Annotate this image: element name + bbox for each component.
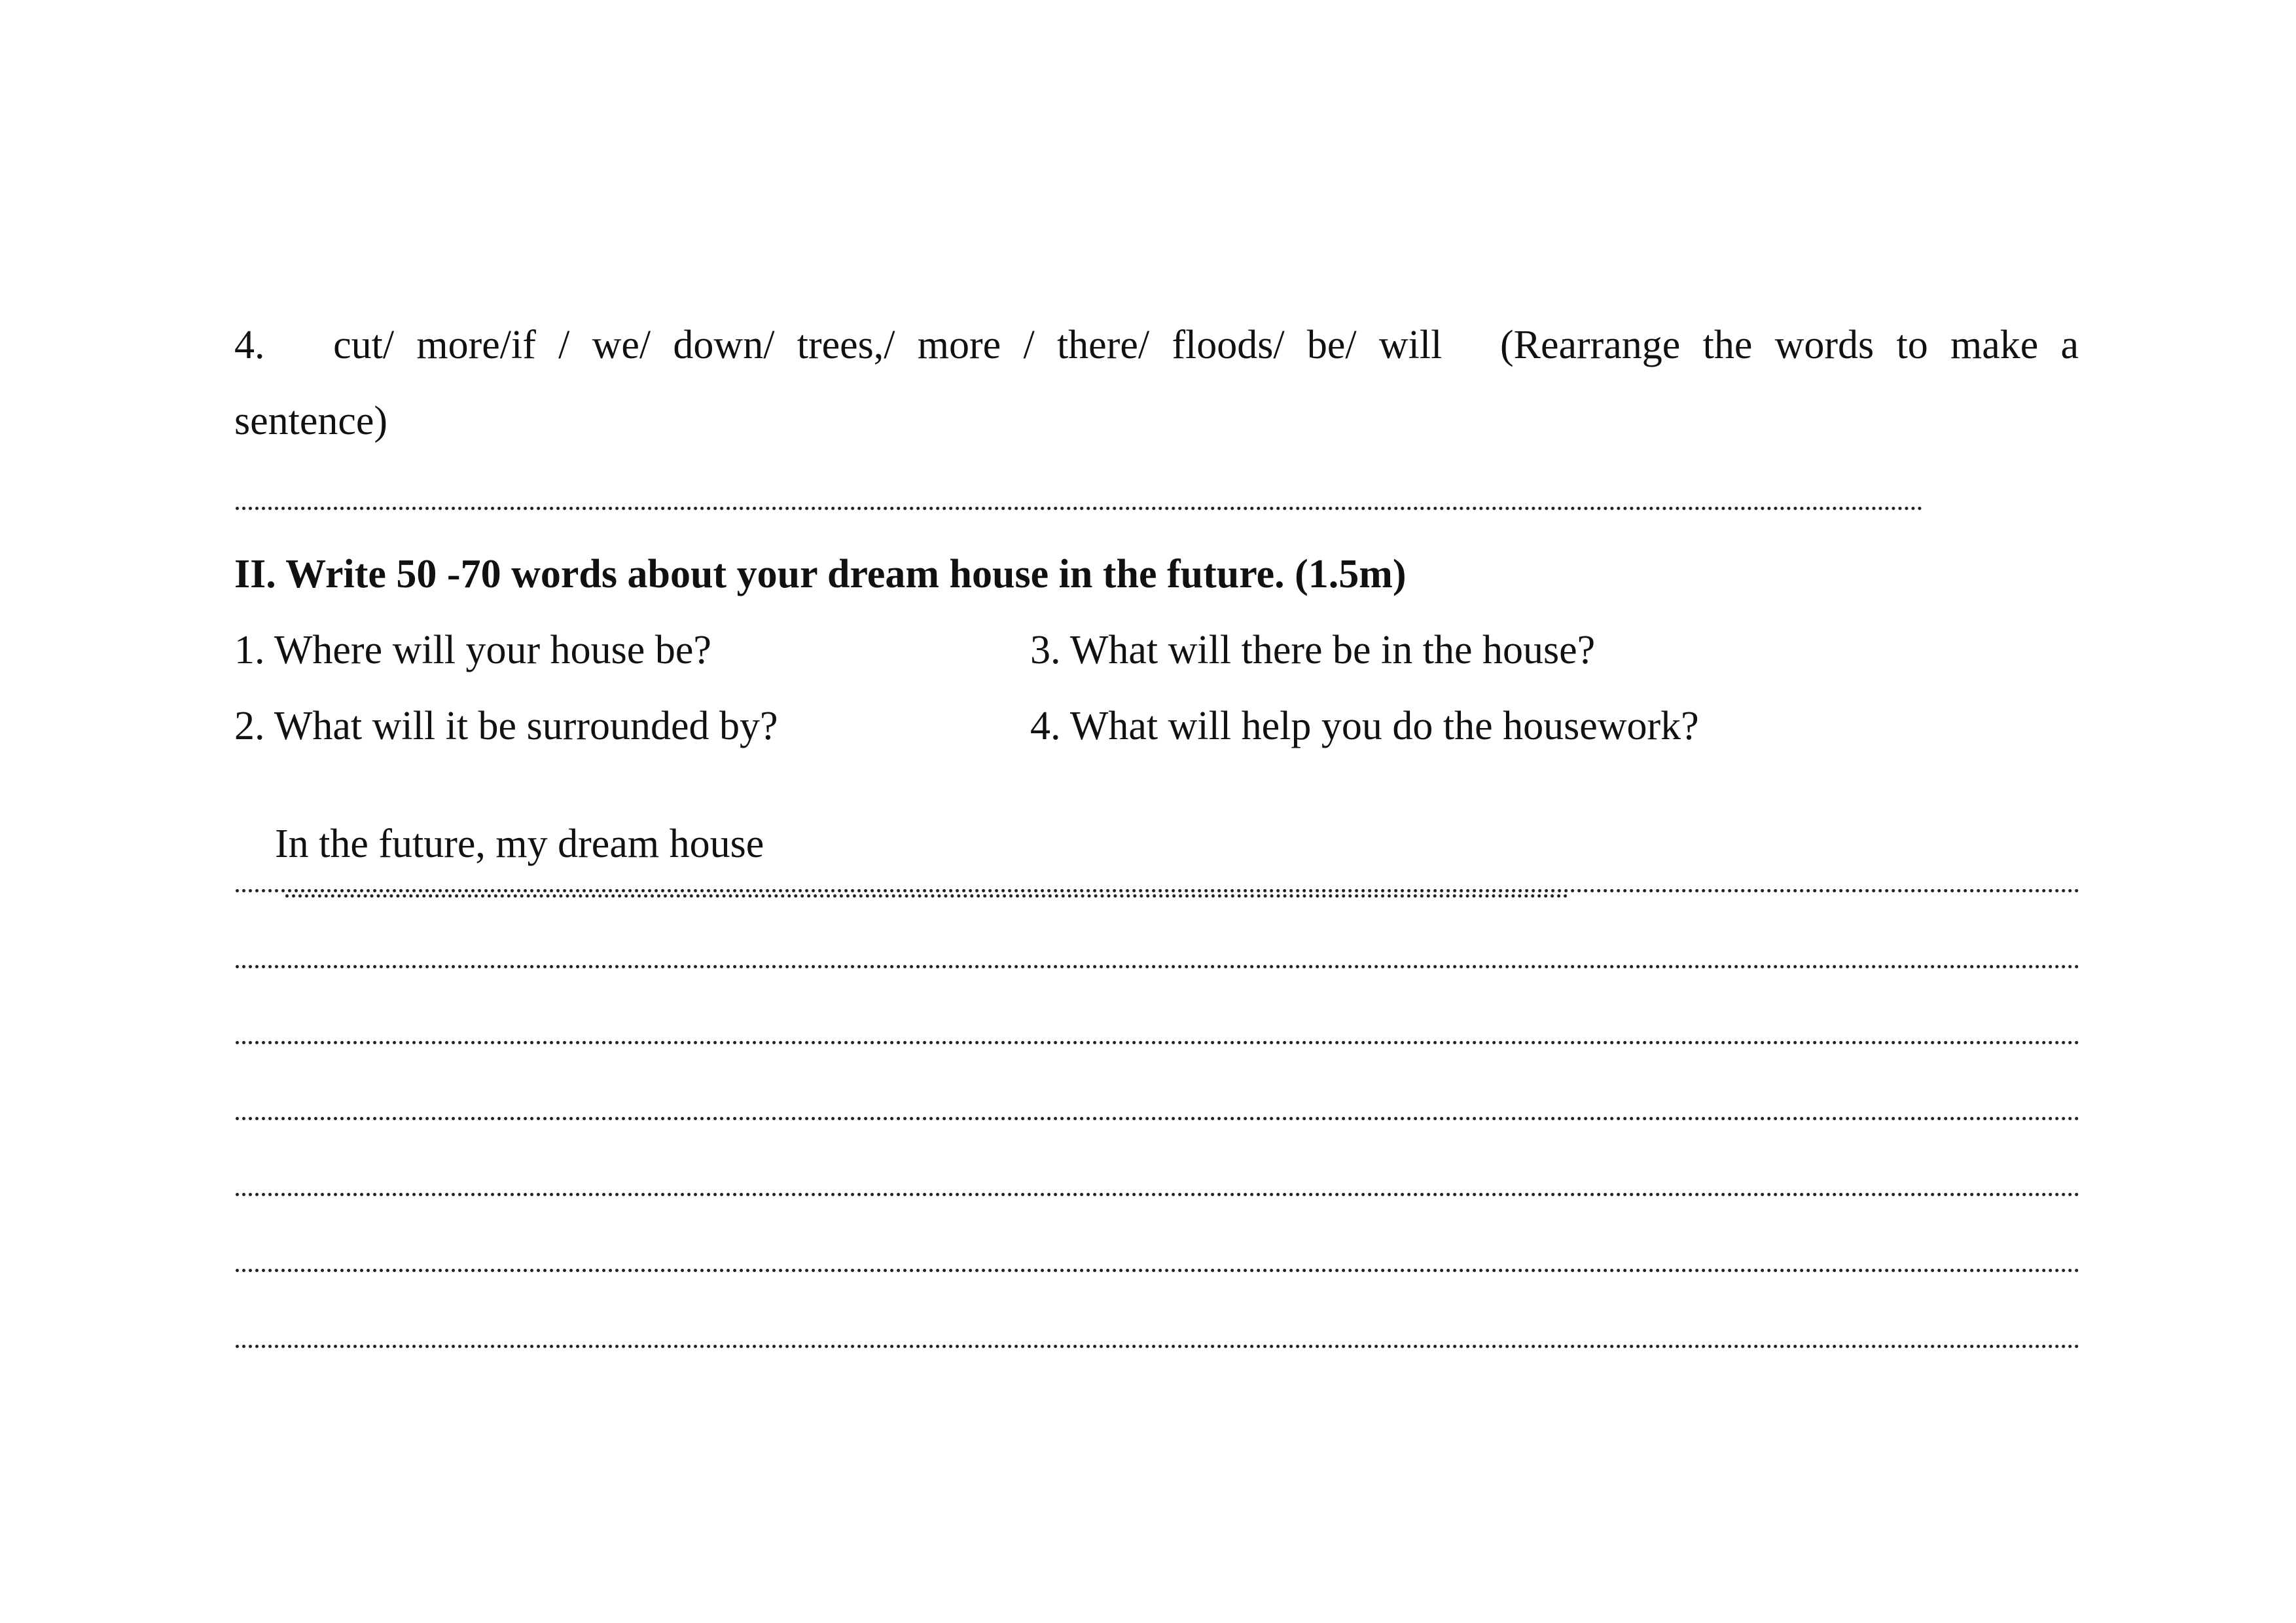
prompt-3: 3. What will there be in the house? bbox=[1030, 628, 1596, 672]
question-instruction: (Rearrange the words to make a bbox=[1499, 323, 2079, 367]
prompt-4: 4. What will help you do the housework? bbox=[1030, 704, 1699, 748]
answer-line-question-4 bbox=[236, 500, 1923, 510]
writing-line-5 bbox=[236, 1186, 2080, 1196]
prompt-1: 1. Where will your house be? bbox=[234, 628, 711, 672]
writing-line-7 bbox=[236, 1338, 2080, 1348]
section-2-heading: II. Write 50 -70 words about your dream house in the future. (1.5m) bbox=[234, 552, 1407, 596]
starter-line bbox=[234, 783, 1568, 945]
writing-line-4 bbox=[236, 1110, 2080, 1120]
prompt-2: 2. What will it be surrounded by? bbox=[234, 704, 778, 748]
starter-answer-dots bbox=[285, 892, 1568, 898]
question-words: cut/ more/if / we/ down/ trees,/ more / there/ floods/ be/ will bbox=[333, 323, 1443, 367]
writing-line-3 bbox=[236, 1034, 2080, 1044]
writing-line-6 bbox=[236, 1262, 2080, 1272]
writing-line-1 bbox=[236, 883, 2080, 892]
writing-line-2 bbox=[236, 958, 2080, 968]
starter-text: In the future, my dream house bbox=[275, 822, 764, 866]
question-4-line bbox=[234, 325, 2079, 365]
question-number: 4. bbox=[234, 323, 265, 367]
question-instruction-continued: sentence) bbox=[234, 399, 388, 443]
